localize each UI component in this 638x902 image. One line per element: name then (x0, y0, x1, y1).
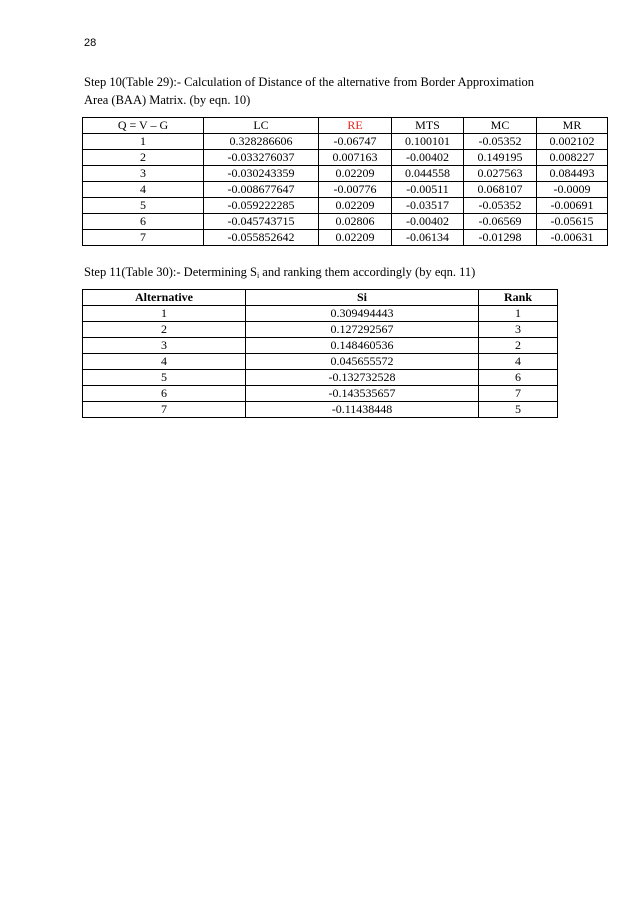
si-cell: -0.143535657 (246, 386, 479, 402)
si-cell: 0.309494443 (246, 306, 479, 322)
lc-cell: -0.030243359 (204, 166, 319, 182)
q-cell: 5 (83, 198, 204, 214)
mts-cell: -0.03517 (392, 198, 464, 214)
alternative-cell: 1 (83, 306, 246, 322)
alternative-cell: 3 (83, 338, 246, 354)
re-cell: 0.02209 (319, 230, 392, 246)
table-30-caption-end: and ranking them accordingly (by eqn. 11) (259, 265, 476, 279)
table-row (83, 338, 558, 354)
column-header-re: RE (319, 118, 392, 134)
alternative-cell: 6 (83, 386, 246, 402)
rank-cell: 7 (479, 386, 558, 402)
table-row (83, 214, 608, 230)
table-29-caption (84, 73, 564, 109)
alternative-cell: 7 (83, 402, 246, 418)
mr-cell: 0.002102 (537, 134, 608, 150)
lc-cell: -0.045743715 (204, 214, 319, 230)
rank-cell: 3 (479, 322, 558, 338)
mc-cell: -0.05352 (464, 198, 537, 214)
si-cell: 0.148460536 (246, 338, 479, 354)
column-header-lc: LC (204, 118, 319, 134)
table-30-caption (84, 263, 564, 281)
rank-cell: 6 (479, 370, 558, 386)
lc-cell: -0.055852642 (204, 230, 319, 246)
q-cell: 2 (83, 150, 204, 166)
si-cell: 0.045655572 (246, 354, 479, 370)
column-header-rank: Rank (479, 290, 558, 306)
mts-cell: -0.00511 (392, 182, 464, 198)
q-cell: 6 (83, 214, 204, 230)
mc-cell: 0.027563 (464, 166, 537, 182)
table-30-caption-start: Step 11(Table 30):- Determining S (84, 265, 257, 279)
table-30-caption-subscript: i (256, 271, 260, 280)
column-header-mr: MR (537, 118, 608, 134)
si-cell: 0.127292567 (246, 322, 479, 338)
mr-cell: 0.008227 (537, 150, 608, 166)
mc-cell: 0.149195 (464, 150, 537, 166)
si-ranking-table (82, 289, 558, 418)
alternative-cell: 2 (83, 322, 246, 338)
column-header-alternative: Alternative (83, 290, 246, 306)
re-cell: 0.02209 (319, 198, 392, 214)
table-row (83, 402, 558, 418)
table-row (83, 150, 608, 166)
lc-cell: -0.059222285 (204, 198, 319, 214)
baa-distance-table (82, 117, 608, 246)
re-cell: 0.02806 (319, 214, 392, 230)
alternative-cell: 4 (83, 354, 246, 370)
mc-cell: 0.068107 (464, 182, 537, 198)
table-row (83, 386, 558, 402)
rank-cell: 5 (479, 402, 558, 418)
mr-cell: -0.00691 (537, 198, 608, 214)
alternative-cell: 5 (83, 370, 246, 386)
re-cell: -0.06747 (319, 134, 392, 150)
rank-cell: 2 (479, 338, 558, 354)
table-29-caption-line-1: Step 10(Table 29):- Calculation of Distance of the alternative from Border Approximation (84, 75, 535, 89)
re-cell: 0.007163 (319, 150, 392, 166)
column-header-si: Si (246, 290, 479, 306)
lc-cell: -0.033276037 (204, 150, 319, 166)
mts-cell: -0.00402 (392, 214, 464, 230)
table-row (83, 322, 558, 338)
q-cell: 3 (83, 166, 204, 182)
column-header-mc: MC (464, 118, 537, 134)
column-header-q: Q = V – G (83, 118, 204, 134)
mr-cell: -0.00631 (537, 230, 608, 246)
table-row (83, 198, 608, 214)
mts-cell: 0.044558 (392, 166, 464, 182)
table-29-caption-line-2: Area (BAA) Matrix. (by eqn. 10) (84, 93, 251, 107)
table-header-row (83, 118, 608, 134)
re-cell: -0.00776 (319, 182, 392, 198)
table-row (83, 230, 608, 246)
mr-cell: -0.0009 (537, 182, 608, 198)
si-cell: -0.132732528 (246, 370, 479, 386)
mc-cell: -0.01298 (464, 230, 537, 246)
table-row (83, 370, 558, 386)
q-cell: 4 (83, 182, 204, 198)
q-cell: 1 (83, 134, 204, 150)
mr-cell: -0.05615 (537, 214, 608, 230)
mts-cell: -0.00402 (392, 150, 464, 166)
mc-cell: -0.05352 (464, 134, 537, 150)
table-row (83, 182, 608, 198)
column-header-mts: MTS (392, 118, 464, 134)
mts-cell: 0.100101 (392, 134, 464, 150)
re-cell: 0.02209 (319, 166, 392, 182)
si-cell: -0.11438448 (246, 402, 479, 418)
lc-cell: -0.008677647 (204, 182, 319, 198)
table-header-row (83, 290, 558, 306)
q-cell: 7 (83, 230, 204, 246)
table-row (83, 166, 608, 182)
mc-cell: -0.06569 (464, 214, 537, 230)
table-row (83, 134, 608, 150)
lc-cell: 0.328286606 (204, 134, 319, 150)
mts-cell: -0.06134 (392, 230, 464, 246)
mr-cell: 0.084493 (537, 166, 608, 182)
table-row (83, 306, 558, 322)
page-number: 28 (84, 37, 97, 49)
table-row (83, 354, 558, 370)
rank-cell: 4 (479, 354, 558, 370)
rank-cell: 1 (479, 306, 558, 322)
